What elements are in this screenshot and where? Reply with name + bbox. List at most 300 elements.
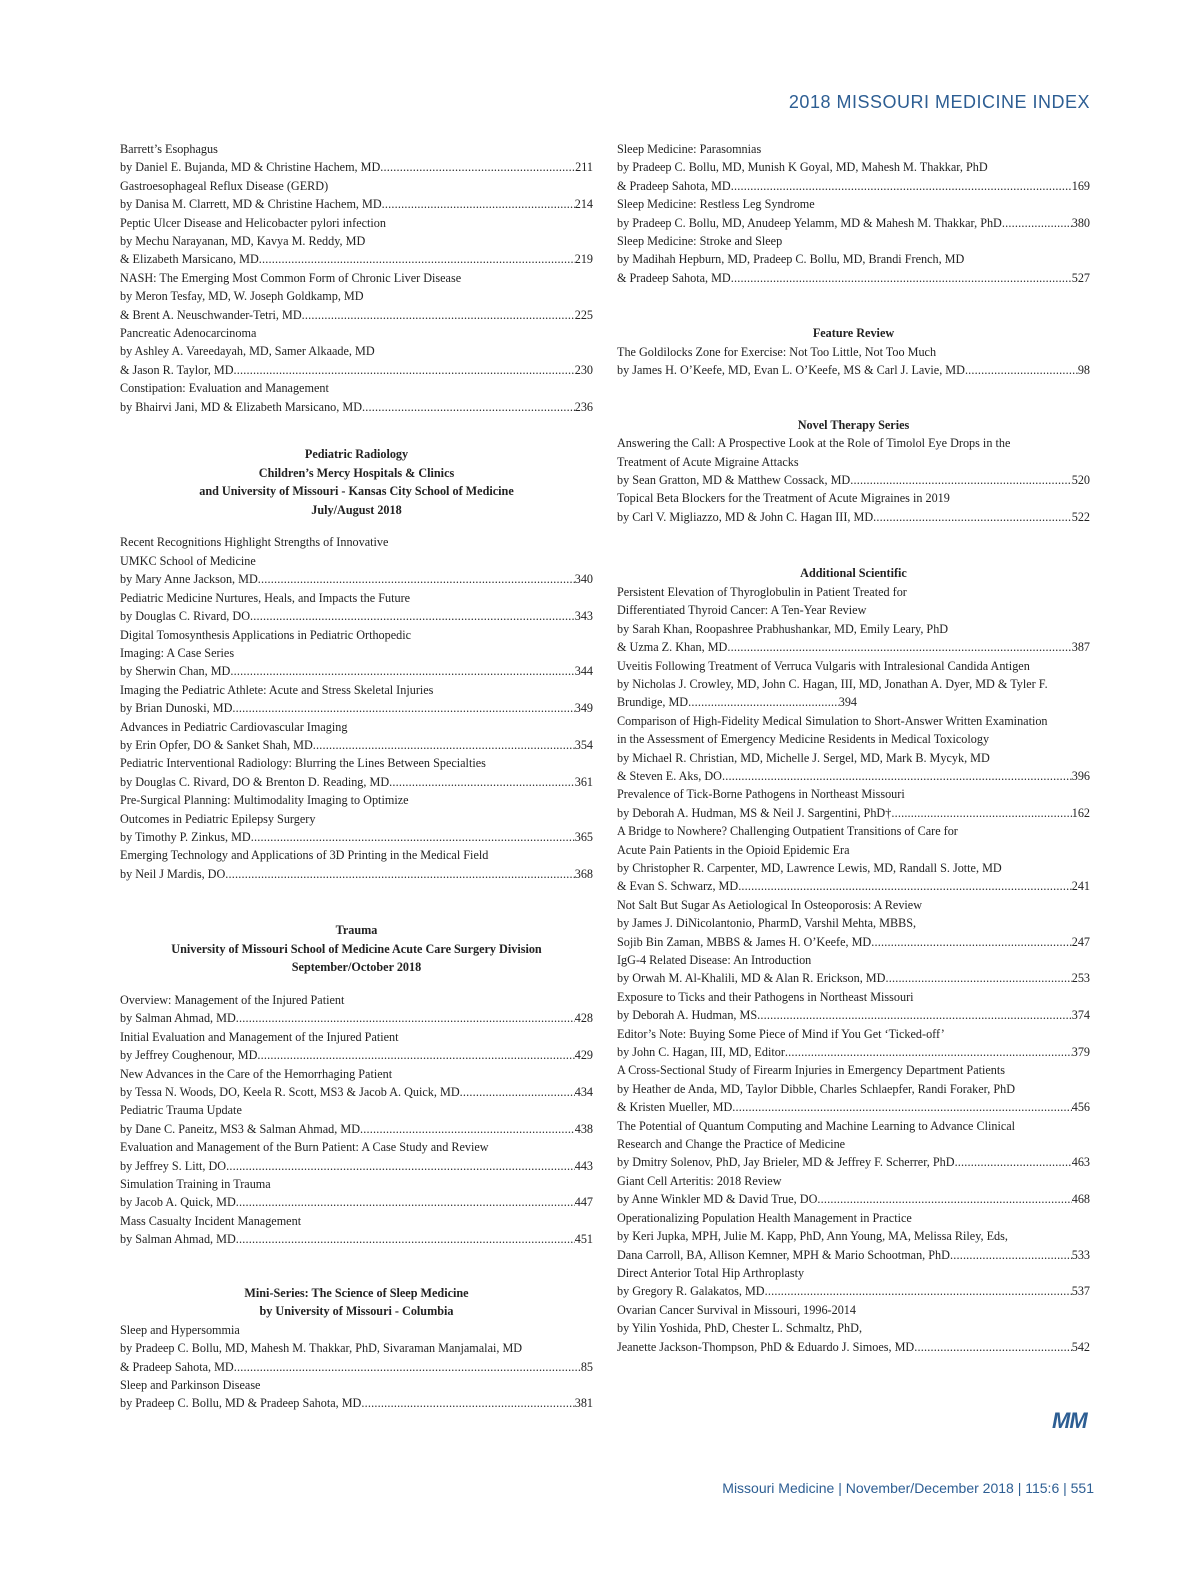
- section-heading-line: University of Missouri School of Medicine Acute Care Surgery Division: [171, 941, 542, 956]
- section-heading-trauma: [120, 921, 593, 977]
- entry-title: Overview: Management of the Injured Patient: [120, 992, 345, 1007]
- entry-byline-row: [120, 250, 593, 268]
- right-column: [617, 140, 1090, 1356]
- entry-byline-row: [617, 269, 1090, 287]
- entry-byline: Brundige, MD: [617, 695, 689, 710]
- entry-byline: by Mary Anne Jackson, MD: [120, 572, 258, 587]
- entry-byline-row: [617, 1043, 1090, 1061]
- dot-leader: [731, 269, 1072, 287]
- entry-title: Pediatric Trauma Update: [120, 1103, 242, 1118]
- entry-byline: & Kristen Mueller, MD: [617, 1100, 733, 1115]
- entry-byline-row: [617, 1153, 1090, 1171]
- index-entry: [120, 324, 593, 379]
- page-number: 98: [1077, 363, 1090, 378]
- entry-byline-row: [120, 1009, 593, 1027]
- dot-leader: [727, 638, 1071, 656]
- entry-byline-row: [617, 969, 1090, 987]
- index-entry: [617, 1061, 1090, 1116]
- entry-title: Advances in Pediatric Cardiovascular Imaging: [120, 719, 348, 734]
- dot-leader: [914, 1338, 1072, 1356]
- page-number: 381: [574, 1396, 593, 1411]
- section-heading-line: Feature Review: [812, 326, 895, 341]
- index-entry: [617, 1301, 1090, 1356]
- dot-leader: [230, 662, 574, 680]
- index-entry: [617, 785, 1090, 822]
- page-number: 527: [1071, 270, 1090, 285]
- page-number: 396: [1071, 768, 1090, 783]
- entry-byline-row: [617, 1338, 1090, 1356]
- index-entry: [617, 1025, 1090, 1062]
- page-number: 344: [574, 664, 593, 679]
- index-entry: [120, 1212, 593, 1249]
- entry-title: Sleep and Parkinson Disease: [120, 1378, 261, 1393]
- page-number: 85: [580, 1359, 593, 1374]
- entry-byline-row: [617, 933, 1090, 951]
- dot-leader: [950, 1246, 1072, 1264]
- entry-byline-row: [617, 693, 857, 711]
- index-entry: [617, 657, 1090, 712]
- dot-leader: [234, 361, 575, 379]
- entry-byline: by Yilin Yoshida, PhD, Chester L. Schmaltz, PhD,: [617, 1321, 862, 1336]
- entry-byline-row: [120, 1230, 593, 1248]
- dot-leader: [313, 736, 575, 754]
- entry-title: Differentiated Thyroid Cancer: A Ten-Year Review: [617, 603, 867, 618]
- section-heading-line: Trauma: [335, 923, 378, 938]
- page-number: 438: [574, 1121, 593, 1136]
- entry-byline: & Brent A. Neuschwander-Tetri, MD: [120, 307, 302, 322]
- index-entry: [120, 177, 593, 214]
- entry-byline-row: [617, 1190, 1090, 1208]
- entry-title: Initial Evaluation and Management of the Injured Patient: [120, 1029, 399, 1044]
- entry-byline: Jeanette Jackson-Thompson, PhD & Eduardo J. Simoes, MD: [617, 1339, 915, 1354]
- dot-leader: [817, 1190, 1071, 1208]
- entry-byline-row: [120, 306, 593, 324]
- page-number: 451: [574, 1232, 593, 1247]
- entry-byline: by Danisa M. Clarrett, MD & Christine Hachem, MD: [120, 197, 382, 212]
- entry-byline: Sojib Bin Zaman, MBBS & James H. O’Keefe, MD: [617, 934, 872, 949]
- entry-byline-row: [617, 214, 1090, 232]
- entry-byline-row: [617, 1282, 1090, 1300]
- entry-byline-row: [617, 804, 1090, 822]
- section-heading-line: Additional Scientific: [800, 566, 907, 581]
- dot-leader: [765, 1282, 1072, 1300]
- index-entry: [120, 1138, 593, 1175]
- entry-title: Sleep Medicine: Parasomnias: [617, 142, 762, 156]
- entry-byline: by Brian Dunoski, MD: [120, 701, 233, 716]
- entry-title: Mass Casualty Incident Management: [120, 1213, 302, 1228]
- entry-title: Comparison of High-Fidelity Medical Simulation to Short-Answer Written Examination: [617, 713, 1048, 728]
- entry-byline-row: [120, 398, 593, 416]
- entry-title: Pediatric Interventional Radiology: Blurring the Lines Between Specialties: [120, 756, 486, 771]
- entry-byline: by Bhairvi Jani, MD & Elizabeth Marsicano, MD: [120, 399, 363, 414]
- entry-byline-row: [120, 1394, 593, 1412]
- entry-title: Persistent Elevation of Thyroglobulin in Patient Treated for: [617, 584, 907, 599]
- entry-title: Barrett’s Esophagus: [120, 142, 218, 156]
- entry-title: IgG-4 Related Disease: An Introduction: [617, 953, 812, 967]
- entry-title: Ovarian Cancer Survival in Missouri, 1996-2014: [617, 1302, 856, 1317]
- dot-leader: [362, 398, 575, 416]
- entry-byline-row: [617, 767, 1090, 785]
- index-entry: [120, 1175, 593, 1212]
- index-entry: [120, 379, 593, 416]
- index-entry: [617, 583, 1090, 657]
- dot-leader: [955, 1153, 1072, 1171]
- entry-byline-row: [617, 361, 1090, 379]
- index-entry: [617, 951, 1090, 988]
- page-number: 394: [838, 695, 857, 710]
- entry-byline: by Jeffrey Coughenour, MD: [120, 1048, 258, 1063]
- dot-leader: [460, 1083, 575, 1101]
- index-entry: [617, 140, 1090, 195]
- index-entry: [617, 822, 1090, 896]
- index-entry: [120, 1028, 593, 1065]
- section-heading-feature-review: [617, 324, 1090, 343]
- page-number: 443: [574, 1158, 593, 1173]
- page-number: 456: [1071, 1100, 1090, 1115]
- index-entry: [120, 991, 593, 1028]
- entry-title: UMKC School of Medicine: [120, 553, 256, 568]
- dot-leader: [236, 1009, 575, 1027]
- entry-byline: by Jeffrey S. Litt, DO: [120, 1158, 227, 1173]
- entry-title: Sleep Medicine: Stroke and Sleep: [617, 234, 783, 249]
- page-number: 361: [574, 774, 593, 789]
- entry-byline: by James H. O’Keefe, MD, Evan L. O’Keefe, MS & Carl J. Lavie, MD: [617, 363, 965, 378]
- page-number: 429: [574, 1048, 593, 1063]
- page-number: 247: [1071, 934, 1090, 949]
- page-number: 387: [1071, 640, 1090, 655]
- entry-title: New Advances in the Care of the Hemorrhaging Patient: [120, 1066, 393, 1081]
- dot-leader: [722, 767, 1072, 785]
- entry-byline: & Evan S. Schwarz, MD: [617, 879, 739, 894]
- entry-title: Answering the Call: A Prospective Look at the Role of Timolol Eye Drops in the: [617, 436, 1011, 451]
- entry-byline: by Anne Winkler MD & David True, DO: [617, 1192, 818, 1207]
- index-entry: [120, 269, 593, 324]
- entry-byline-row: [617, 471, 1090, 489]
- entry-byline-row: [120, 865, 593, 883]
- index-entry: [120, 140, 593, 177]
- index-entry: [120, 1065, 593, 1102]
- entry-title: Pediatric Medicine Nurtures, Heals, and Impacts the Future: [120, 590, 411, 605]
- section-heading-line: Pediatric Radiology: [304, 447, 409, 462]
- index-entry: [120, 846, 593, 883]
- index-entry: [120, 214, 593, 269]
- entry-title: Operationalizing Population Health Management in Practice: [617, 1210, 912, 1225]
- index-entry: [120, 791, 593, 846]
- page-number: 537: [1071, 1284, 1090, 1299]
- entry-title: Peptic Ulcer Disease and Helicobacter pylori infection: [120, 215, 386, 230]
- entry-byline-row: [120, 773, 593, 791]
- entry-title: in the Assessment of Emergency Medicine Residents in Medical Toxicology: [617, 732, 990, 747]
- entry-byline: Dana Carroll, BA, Allison Kemner, MPH & Mario Schootman, PhD: [617, 1247, 950, 1262]
- index-entry: [120, 1101, 593, 1138]
- entry-byline: by James J. DiNicolantonio, PharmD, Varshil Mehta, MBBS,: [617, 916, 917, 931]
- entry-title: Imaging: A Case Series: [120, 645, 235, 660]
- dot-leader: [361, 1394, 574, 1412]
- entry-byline: & Elizabeth Marsicano, MD: [120, 252, 259, 267]
- entry-byline: by Mechu Narayanan, MD, Kavya M. Reddy, MD: [120, 234, 366, 249]
- dot-leader: [251, 828, 575, 846]
- entry-title: Not Salt But Sugar As Aetiological In Osteoporosis: A Review: [617, 897, 923, 912]
- entry-title: Treatment of Acute Migraine Attacks: [617, 454, 799, 469]
- entry-title: Topical Beta Blockers for the Treatment of Acute Migraines in 2019: [617, 491, 950, 506]
- entry-byline-row: [120, 361, 593, 379]
- dot-leader: [873, 508, 1072, 526]
- page-number: 340: [574, 572, 593, 587]
- dot-leader: [234, 1358, 581, 1376]
- entry-byline-row: [617, 177, 1090, 195]
- section-heading-line: and University of Missouri - Kansas City School of Medicine: [199, 484, 514, 499]
- page-number: 354: [574, 737, 593, 752]
- entry-byline: by Dane C. Paneitz, MS3 & Salman Ahmad, MD: [120, 1121, 361, 1136]
- index-entry: [617, 343, 1090, 380]
- entry-byline: by Madihah Hepburn, MD, Pradeep C. Bollu, MD, Brandi French, MD: [617, 252, 965, 267]
- entry-byline-row: [120, 195, 593, 213]
- dot-leader: [380, 158, 575, 176]
- entry-byline: & Pradeep Sahota, MD: [120, 1359, 234, 1374]
- left-column: [120, 140, 593, 1413]
- page-number: 374: [1071, 1008, 1090, 1023]
- section-heading-line: Novel Therapy Series: [797, 417, 910, 432]
- entry-title: Constipation: Evaluation and Management: [120, 381, 329, 396]
- page-number: 253: [1071, 971, 1090, 986]
- entry-title: A Cross-Sectional Study of Firearm Injuries in Emergency Department Patients: [617, 1063, 1006, 1078]
- entry-title: Sleep Medicine: Restless Leg Syndrome: [617, 197, 815, 212]
- entry-byline: & Pradeep Sahota, MD: [617, 270, 731, 285]
- entry-byline: by Pradeep C. Bollu, MD, Mahesh M. Thakkar, PhD, Sivaraman Manjamalai, MD: [120, 1341, 523, 1356]
- entry-title: Uveitis Following Treatment of Verruca Vulgaris with Intralesional Candida Antigen: [617, 658, 1030, 673]
- page-number: 219: [574, 252, 593, 267]
- dot-leader: [236, 1230, 575, 1248]
- page-number: 214: [574, 197, 593, 212]
- entry-byline-row: [120, 699, 593, 717]
- page-number: 380: [1071, 215, 1090, 230]
- entry-byline-row: [120, 736, 593, 754]
- entry-byline: by Timothy P. Zinkus, MD: [120, 829, 251, 844]
- entry-title: Evaluation and Management of the Burn Patient: A Case Study and Review: [120, 1140, 489, 1155]
- dot-leader: [232, 699, 574, 717]
- dot-leader: [738, 877, 1072, 895]
- index-entry: [120, 1376, 593, 1413]
- page-number: 522: [1071, 509, 1090, 524]
- page-number: 225: [574, 307, 593, 322]
- dot-leader: [236, 1193, 575, 1211]
- entry-byline-row: [617, 638, 1090, 656]
- page-number: 230: [574, 362, 593, 377]
- entry-title: Direct Anterior Total Hip Arthroplasty: [617, 1265, 805, 1280]
- page-number: 463: [1071, 1155, 1090, 1170]
- entry-byline-row: [120, 662, 593, 680]
- dot-leader: [382, 195, 575, 213]
- entry-title: Gastroesophageal Reflux Disease (GERD): [120, 178, 329, 193]
- entry-byline: by Neil J Mardis, DO: [120, 866, 226, 881]
- page-number: 365: [574, 829, 593, 844]
- entry-byline: by Meron Tesfay, MD, W. Joseph Goldkamp, MD: [120, 289, 364, 304]
- page-header-title: 2018 MISSOURI MEDICINE INDEX: [788, 92, 1090, 112]
- entry-byline: by Erin Opfer, DO & Sanket Shah, MD: [120, 737, 313, 752]
- entry-byline-row: [617, 877, 1090, 895]
- entry-byline: by Orwah M. Al-Khalili, MD & Alan R. Erickson, MD: [617, 971, 886, 986]
- entry-byline-row: [120, 1157, 593, 1175]
- entry-byline: by Carl V. Migliazzo, MD & John C. Hagan III, MD: [617, 509, 874, 524]
- entry-byline-row: [120, 1083, 593, 1101]
- entry-title: The Goldilocks Zone for Exercise: Not Too Little, Not Too Much: [617, 344, 937, 359]
- page-number: 542: [1071, 1339, 1090, 1354]
- entry-title: A Bridge to Nowhere? Challenging Outpatient Transitions of Care for: [617, 824, 958, 839]
- entry-title: Giant Cell Arteritis: 2018 Review: [617, 1173, 782, 1188]
- entry-title: Editor’s Note: Buying Some Piece of Mind if You Get ‘Ticked-off’: [617, 1026, 945, 1041]
- entry-byline-row: [120, 1193, 593, 1211]
- dot-leader: [1002, 214, 1072, 232]
- dot-leader: [688, 693, 839, 711]
- dot-leader: [871, 933, 1071, 951]
- entry-title: NASH: The Emerging Most Common Form of Chronic Liver Disease: [120, 270, 462, 285]
- entry-title: Acute Pain Patients in the Opioid Epidemic Era: [617, 842, 850, 857]
- entry-byline: by Douglas C. Rivard, DO: [120, 609, 250, 624]
- index-entry: [120, 533, 593, 588]
- page-number: 379: [1071, 1045, 1090, 1060]
- index-entry: [120, 626, 593, 681]
- entry-byline: by John C. Hagan, III, MD, Editor: [617, 1045, 785, 1060]
- section-heading-line: September/October 2018: [291, 960, 422, 975]
- entry-byline: by Gregory R. Galakatos, MD: [617, 1284, 765, 1299]
- entry-byline: by Michael R. Christian, MD, Michelle J. Sergel, MD, Mark B. Mycyk, MD: [617, 750, 990, 765]
- entry-byline: by Jacob A. Quick, MD: [120, 1195, 236, 1210]
- page-footer: Missouri Medicine | November/December 2018 | 115:6 | 551: [722, 1480, 1094, 1496]
- index-entry: [617, 712, 1090, 786]
- entry-byline-row: [617, 1246, 1090, 1264]
- section-heading-sleep-medicine: [120, 1284, 593, 1321]
- entry-byline: by Dmitry Solenov, PhD, Jay Brieler, MD & Jeffrey F. Scherrer, PhD: [617, 1155, 955, 1170]
- dot-leader: [731, 177, 1072, 195]
- entry-byline-row: [120, 570, 593, 588]
- section-heading-line: July/August 2018: [311, 502, 402, 517]
- dot-leader: [225, 865, 574, 883]
- entry-byline-row: [120, 1358, 593, 1376]
- entry-byline: by Keri Jupka, MPH, Julie M. Kapp, PhD, Ann Young, MA, Melissa Riley, Eds,: [617, 1229, 1008, 1244]
- entry-byline-row: [120, 828, 593, 846]
- index-entry: [617, 195, 1090, 232]
- index-entry: [120, 754, 593, 791]
- entry-title: Pre-Surgical Planning: Multimodality Imaging to Optimize: [120, 793, 409, 808]
- page-number: 520: [1071, 473, 1090, 488]
- entry-byline: by Heather de Anda, MD, Taylor Dibble, Charles Schlaepfer, Randi Foraker, PhD: [617, 1081, 1016, 1096]
- entry-title: Prevalence of Tick-Borne Pathogens in Northeast Missouri: [617, 787, 905, 802]
- page-number: 447: [574, 1195, 593, 1210]
- index-entry: [617, 232, 1090, 287]
- entry-title: Recent Recognitions Highlight Strengths of Innovative: [120, 535, 389, 550]
- entry-byline: by Pradeep C. Bollu, MD & Pradeep Sahota, MD: [120, 1396, 362, 1411]
- page-number: 368: [574, 866, 593, 881]
- entry-byline: by Deborah A. Hudman, MS & Neil J. Sargentini, PhD†: [617, 805, 892, 820]
- index-entry: [617, 489, 1090, 526]
- dot-leader: [302, 306, 575, 324]
- entry-title: Pancreatic Adenocarcinoma: [120, 326, 257, 341]
- entry-title: Research and Change the Practice of Medicine: [617, 1137, 846, 1152]
- dot-leader: [891, 804, 1071, 822]
- entry-title: Outcomes in Pediatric Epilepsy Surgery: [120, 811, 316, 826]
- section-heading-additional-scientific: [617, 564, 1090, 583]
- page-number: 468: [1071, 1192, 1090, 1207]
- index-entry: [617, 896, 1090, 951]
- entry-byline: by Sarah Khan, Roopashree Prabhushankar, MD, Emily Leary, PhD: [617, 621, 949, 636]
- index-entry: [617, 1264, 1090, 1301]
- entry-byline-row: [617, 508, 1090, 526]
- index-entry: [617, 988, 1090, 1025]
- dot-leader: [360, 1120, 575, 1138]
- dot-leader: [965, 361, 1078, 379]
- entry-byline-row: [120, 1046, 593, 1064]
- entry-title: Emerging Technology and Applications of 3D Printing in the Medical Field: [120, 848, 489, 863]
- section-heading-pediatric-radiology: [120, 445, 593, 519]
- entry-title: Exposure to Ticks and their Pathogens in Northeast Missouri: [617, 989, 914, 1004]
- entry-byline: & Jason R. Taylor, MD: [120, 362, 234, 377]
- dot-leader: [258, 570, 575, 588]
- dot-leader: [226, 1157, 575, 1175]
- index-entry: [617, 1117, 1090, 1172]
- page-number: 211: [575, 160, 593, 175]
- entry-title: Imaging the Pediatric Athlete: Acute and Stress Skeletal Injuries: [120, 682, 434, 697]
- index-entry: [617, 1209, 1090, 1264]
- dot-leader: [885, 969, 1071, 987]
- entry-byline: by Pradeep C. Bollu, MD, Anudeep Yelamm, MD & Mahesh M. Thakkar, PhD: [617, 215, 1002, 230]
- index-entry: [120, 589, 593, 626]
- entry-byline: by Nicholas J. Crowley, MD, John C. Hagan, III, MD, Jonathan A. Dyer, MD & Tyler F.: [617, 676, 1048, 691]
- section-heading-line: Children’s Mercy Hospitals & Clinics: [258, 465, 455, 480]
- entry-byline-row: [617, 1098, 1090, 1116]
- dot-leader: [389, 773, 575, 791]
- index-entry: [617, 1172, 1090, 1209]
- entry-byline: by Douglas C. Rivard, DO & Brenton D. Reading, MD: [120, 774, 390, 789]
- entry-byline: by Ashley A. Vareedayah, MD, Samer Alkaade, MD: [120, 344, 375, 359]
- entry-byline-row: [120, 607, 593, 625]
- entry-byline: by Sherwin Chan, MD: [120, 664, 231, 679]
- dot-leader: [850, 471, 1071, 489]
- entry-byline: & Steven E. Aks, DO: [617, 768, 722, 783]
- page-number: 169: [1071, 178, 1090, 193]
- index-entry: [120, 681, 593, 718]
- page-number: 533: [1071, 1247, 1090, 1262]
- entry-byline: by Tessa N. Woods, DO, Keela R. Scott, MS3 & Jacob A. Quick, MD: [120, 1085, 460, 1099]
- dot-leader: [257, 1046, 574, 1064]
- dot-leader: [732, 1098, 1071, 1116]
- entry-title: The Potential of Quantum Computing and Machine Learning to Advance Clinical: [617, 1118, 1016, 1133]
- page-number: 349: [574, 701, 593, 716]
- page-number: 236: [574, 399, 593, 414]
- entry-byline-row: [120, 158, 593, 176]
- entry-byline: & Pradeep Sahota, MD: [617, 178, 731, 193]
- entry-byline: & Uzma Z. Khan, MD: [617, 640, 728, 655]
- dot-leader: [785, 1043, 1072, 1061]
- entry-byline-row: [617, 1006, 1090, 1024]
- entry-byline: by Salman Ahmad, MD: [120, 1232, 236, 1247]
- page-number: 434: [574, 1085, 593, 1099]
- index-entry: [617, 434, 1090, 489]
- section-heading-line: by University of Missouri - Columbia: [259, 1304, 454, 1319]
- entry-byline: by Daniel E. Bujanda, MD & Christine Hachem, MD: [120, 160, 381, 175]
- entry-title: Digital Tomosynthesis Applications in Pediatric Orthopedic: [120, 627, 412, 642]
- dot-leader: [250, 607, 575, 625]
- entry-byline: by Salman Ahmad, MD: [120, 1011, 236, 1026]
- page-number: 241: [1071, 879, 1090, 894]
- entry-byline: by Deborah A. Hudman, MS: [617, 1008, 758, 1023]
- dot-leader: [259, 250, 575, 268]
- section-heading-novel-therapy: [617, 416, 1090, 435]
- entry-byline-row: [120, 1120, 593, 1138]
- index-entry: [120, 718, 593, 755]
- page-number: 343: [574, 609, 593, 624]
- page-number: 162: [1071, 805, 1090, 820]
- section-heading-line: Mini-Series: The Science of Sleep Medicine: [244, 1285, 469, 1300]
